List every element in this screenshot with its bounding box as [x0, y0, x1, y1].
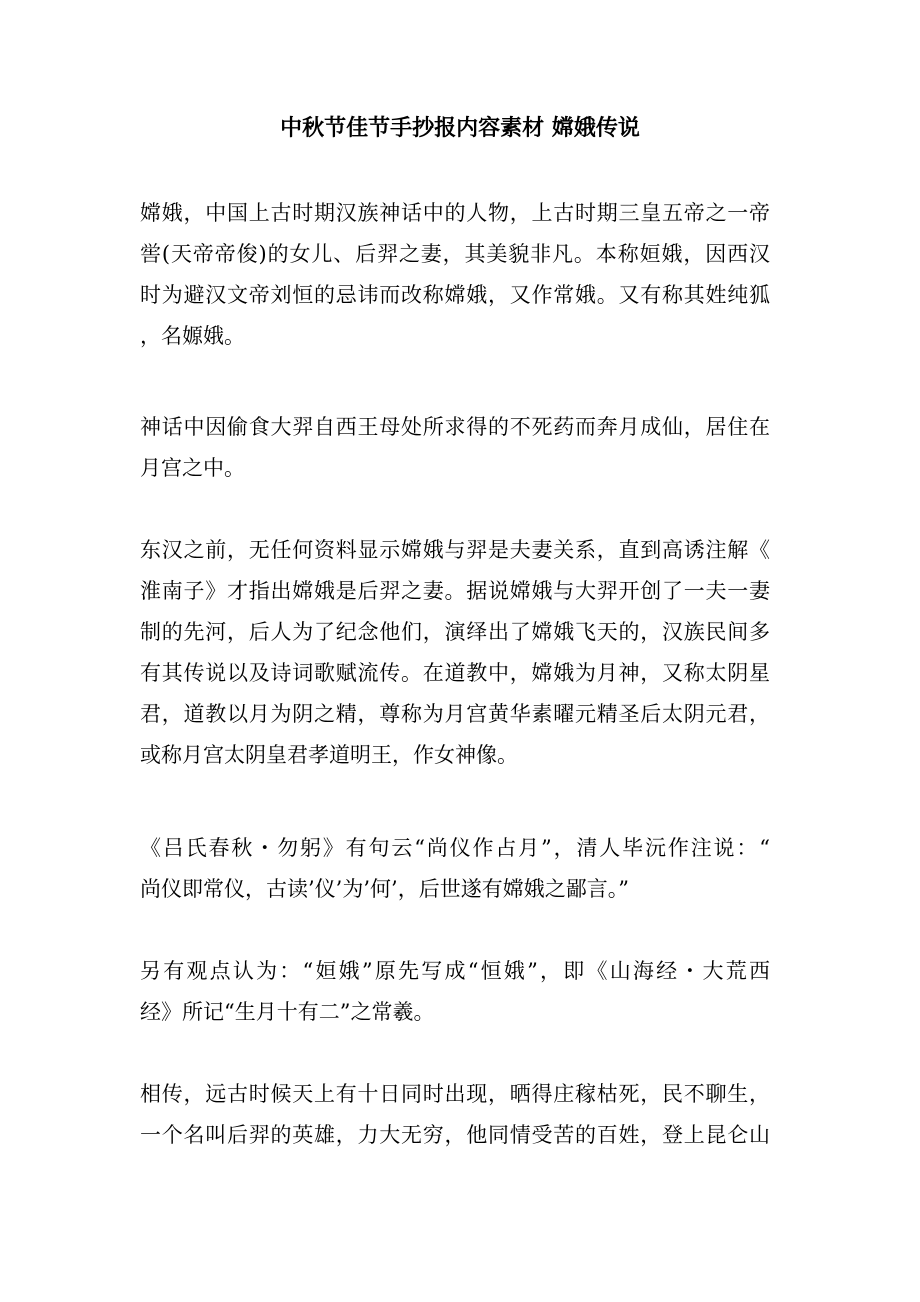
- text-line: 一个名叫后羿的英雄，力大无穷，他同情受苦的百姓，登上昆仑山: [140, 1123, 770, 1147]
- text-line: 淮南子》才指出嫦娥是后羿之妻。据说嫦娥与大羿开创了一夫一妻: [140, 579, 770, 603]
- text-line: 有其传说以及诗词歌赋流传。在道教中，嫦娥为月神，又称太阴星: [140, 661, 770, 685]
- paragraph: [140, 193, 770, 357]
- text-line: 东汉之前，无任何资料显示嫦娥与羿是夫妻关系，直到高诱注解《: [140, 538, 770, 562]
- document-title: 中秋节佳节手抄报内容素材 嫦娥传说: [280, 115, 640, 141]
- text-line: 喾(天帝帝俊)的女儿、后羿之妻，其美貌非凡。本称姮娥，因西汉: [140, 242, 770, 266]
- text-line: 君，道教以月为阴之精，尊称为月宫黄华素曜元精圣后太阴元君，: [140, 702, 770, 726]
- text-line: 相传，远古时候天上有十日同时出现，晒得庄稼枯死，民不聊生，: [140, 1082, 770, 1106]
- text-line: 神话中因偷食大羿自西王母处所求得的不死药而奔月成仙，居住在: [140, 415, 770, 439]
- text-line: ，名嫄娥。: [140, 324, 245, 348]
- paragraph: [140, 951, 770, 1033]
- paragraph: [140, 1074, 770, 1156]
- text-line: 或称月宫太阴皇君孝道明王，作女神像。: [140, 743, 518, 767]
- paragraph: [140, 530, 770, 776]
- text-line: 嫦娥，中国上古时期汉族神话中的人物，上古时期三皇五帝之一帝: [140, 201, 770, 225]
- text-line: 制的先河，后人为了纪念他们，演绎出了嫦娥飞天的，汉族民间多: [140, 620, 770, 644]
- text-line: 月宫之中。: [140, 456, 245, 480]
- text-line: 时为避汉文帝刘恒的忌讳而改称嫦娥，又作常娥。又有称其姓纯狐: [140, 283, 770, 307]
- text-line: 另有观点认为：“姮娥”原先写成“恒娥”，即《山海经・大荒西: [140, 959, 770, 983]
- text-line: 尚仪即常仪，古读’仪’为’何’，后世遂有嫦娥之鄙言。”: [140, 877, 629, 901]
- text-line: 经》所记“生月十有二”之常羲。: [140, 1000, 435, 1024]
- text-line: 《吕氏春秋・勿躬》有句云“尚仪作占月”，清人毕沅作注说：“: [140, 836, 770, 860]
- paragraph: [140, 828, 770, 910]
- paragraph: [140, 407, 770, 489]
